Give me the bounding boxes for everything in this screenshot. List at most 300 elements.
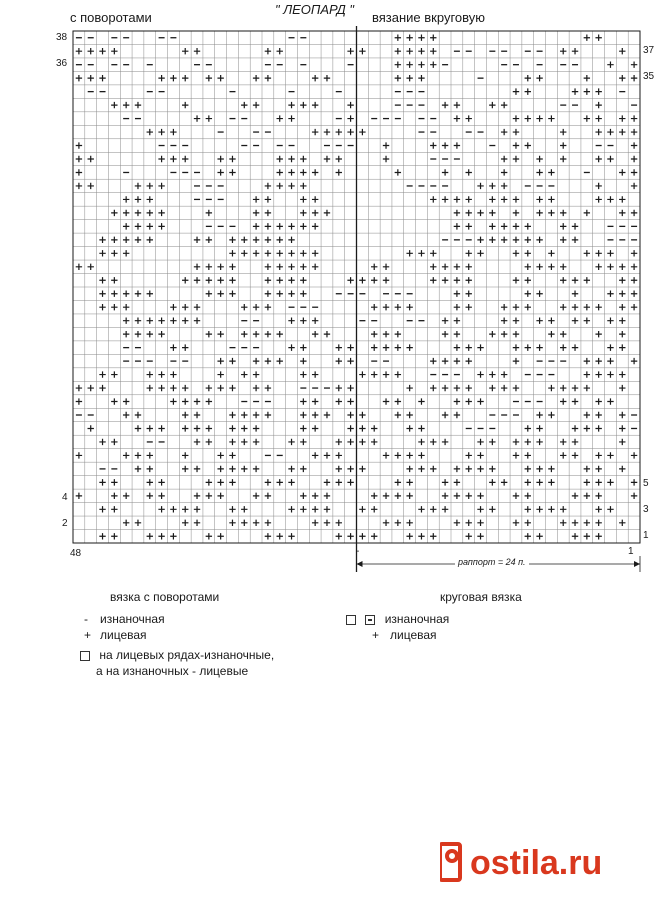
knit-stitch	[536, 317, 542, 323]
knit-stitch	[253, 439, 259, 445]
knit-stitch	[300, 156, 306, 162]
knit-stitch	[584, 115, 590, 121]
knit-stitch	[513, 304, 519, 310]
knit-stitch	[371, 371, 377, 377]
knit-stitch	[265, 291, 271, 297]
knit-stitch	[300, 250, 306, 256]
knit-stitch	[111, 533, 117, 539]
knit-stitch	[595, 156, 601, 162]
knit-stitch	[312, 264, 318, 270]
knit-stitch	[359, 425, 365, 431]
knit-stitch	[182, 344, 188, 350]
knit-stitch	[99, 75, 105, 81]
knit-stitch	[619, 412, 625, 418]
knit-stitch	[277, 277, 283, 283]
knit-stitch	[489, 183, 495, 189]
legend-round-purl: изнаночная	[384, 612, 450, 626]
knit-stitch	[383, 331, 389, 337]
column-label-48: 48	[70, 548, 82, 559]
knit-stitch	[347, 129, 353, 135]
knit-stitch	[371, 493, 377, 499]
knit-stitch	[76, 169, 82, 175]
knit-stitch	[229, 452, 235, 458]
knit-stitch	[336, 439, 342, 445]
knit-stitch	[147, 385, 153, 391]
left-section-label: с поворотами	[70, 10, 152, 25]
knit-stitch	[619, 439, 625, 445]
knit-stitch	[111, 479, 117, 485]
knit-stitch	[265, 520, 271, 526]
knit-stitch	[135, 196, 141, 202]
knit-stitch	[595, 425, 601, 431]
knit-stitch	[466, 304, 472, 310]
knit-stitch	[336, 156, 342, 162]
row-label-left-38: 38	[56, 32, 68, 43]
knit-stitch	[111, 48, 117, 54]
knit-stitch	[395, 452, 401, 458]
knit-stitch	[560, 331, 566, 337]
knit-stitch	[442, 506, 448, 512]
knit-stitch	[454, 358, 460, 364]
knit-stitch	[158, 371, 164, 377]
knit-stitch	[560, 210, 566, 216]
knit-stitch	[241, 412, 247, 418]
knit-stitch	[300, 493, 306, 499]
knit-stitch	[206, 479, 212, 485]
knit-stitch	[418, 466, 424, 472]
knit-stitch	[442, 142, 448, 148]
knit-stitch	[442, 277, 448, 283]
knit-stitch	[466, 264, 472, 270]
knit-stitch	[395, 61, 401, 67]
knit-stitch	[194, 115, 200, 121]
knit-stitch	[277, 183, 283, 189]
knit-stitch	[454, 493, 460, 499]
knit-stitch	[99, 277, 105, 283]
knit-stitch	[406, 493, 412, 499]
knit-stitch	[595, 196, 601, 202]
knit-stitch	[560, 398, 566, 404]
knit-stitch	[229, 291, 235, 297]
knit-stitch	[324, 210, 330, 216]
knit-stitch	[631, 142, 637, 148]
knit-stitch	[336, 129, 342, 135]
knit-stitch	[217, 479, 223, 485]
knit-stitch	[76, 75, 82, 81]
knit-stitch	[229, 264, 235, 270]
knit-stitch	[406, 425, 412, 431]
knit-stitch	[442, 412, 448, 418]
knit-stitch	[111, 277, 117, 283]
knit-stitch	[631, 452, 637, 458]
knit-stitch	[572, 344, 578, 350]
knit-stitch	[477, 183, 483, 189]
knit-stitch	[595, 35, 601, 41]
knit-stitch	[99, 439, 105, 445]
knit-stitch	[584, 412, 590, 418]
knit-stitch	[158, 506, 164, 512]
column-label-repeat-start: -	[356, 546, 360, 557]
knit-stitch	[277, 264, 283, 270]
knit-stitch	[607, 129, 613, 135]
knit-stitch	[418, 48, 424, 54]
knit-stitch	[194, 237, 200, 243]
knit-stitch	[170, 533, 176, 539]
knit-stitch	[548, 115, 554, 121]
knit-stitch	[253, 250, 259, 256]
knit-stitch	[430, 277, 436, 283]
knit-stitch	[371, 331, 377, 337]
knit-stitch	[111, 493, 117, 499]
knit-stitch	[466, 115, 472, 121]
knit-stitch	[241, 425, 247, 431]
knit-stitch	[572, 385, 578, 391]
knit-stitch	[300, 210, 306, 216]
knit-stitch	[300, 102, 306, 108]
legend-turning-heading: вязка с поворотами	[110, 590, 220, 604]
knit-stitch	[229, 520, 235, 526]
knit-stitch	[619, 196, 625, 202]
knit-stitch	[347, 466, 353, 472]
knit-stitch	[371, 425, 377, 431]
knit-stitch	[324, 506, 330, 512]
knit-stitch	[217, 533, 223, 539]
knit-stitch	[241, 506, 247, 512]
knit-stitch	[217, 156, 223, 162]
knit-stitch	[288, 291, 294, 297]
knit-stitch	[513, 250, 519, 256]
knit-stitch	[312, 129, 318, 135]
knit-stitch	[336, 533, 342, 539]
knit-stitch	[229, 506, 235, 512]
knit-stitch	[584, 493, 590, 499]
knit-stitch	[147, 533, 153, 539]
knit-stitch	[383, 264, 389, 270]
knit-stitch	[277, 533, 283, 539]
knit-stitch	[265, 304, 271, 310]
knit-stitch	[595, 466, 601, 472]
knit-stitch	[406, 412, 412, 418]
knit-stitch	[277, 115, 283, 121]
knit-stitch	[584, 533, 590, 539]
knit-stitch	[584, 277, 590, 283]
knit-stitch	[430, 196, 436, 202]
knit-stitch	[123, 412, 129, 418]
knit-stitch	[442, 493, 448, 499]
knit-stitch	[560, 142, 566, 148]
knit-stitch	[170, 129, 176, 135]
knit-stitch	[312, 196, 318, 202]
knit-stitch	[406, 35, 412, 41]
knit-stitch	[607, 398, 613, 404]
legend-turning-symbol-knit: +	[84, 628, 92, 642]
knit-stitch	[536, 425, 542, 431]
knit-stitch	[477, 493, 483, 499]
knit-stitch	[454, 264, 460, 270]
knit-stitch	[548, 264, 554, 270]
knit-stitch	[418, 35, 424, 41]
knit-stitch	[619, 466, 625, 472]
knit-stitch	[501, 156, 507, 162]
knit-stitch	[406, 250, 412, 256]
knit-stitch	[395, 304, 401, 310]
knit-stitch	[229, 425, 235, 431]
knit-stitch	[277, 169, 283, 175]
knit-stitch	[206, 439, 212, 445]
knit-stitch	[206, 210, 212, 216]
knit-stitch	[158, 129, 164, 135]
row-label-left-4: 4	[62, 492, 68, 503]
knit-stitch	[536, 291, 542, 297]
knit-stitch	[430, 358, 436, 364]
knit-stitch	[312, 75, 318, 81]
knit-stitch	[347, 48, 353, 54]
knit-stitch	[324, 412, 330, 418]
knit-stitch	[288, 506, 294, 512]
knit-stitch	[631, 61, 637, 67]
knit-stitch	[324, 493, 330, 499]
knit-stitch	[147, 331, 153, 337]
knit-stitch	[513, 358, 519, 364]
knit-stitch	[525, 493, 531, 499]
knit-stitch	[418, 439, 424, 445]
knit-stitch	[454, 317, 460, 323]
knit-stitch	[513, 277, 519, 283]
knit-stitch	[265, 358, 271, 364]
right-section-label: вязание вкруговую	[372, 10, 486, 25]
knit-stitch	[619, 210, 625, 216]
knit-stitch	[525, 425, 531, 431]
knit-stitch	[607, 156, 613, 162]
knit-stitch	[265, 493, 271, 499]
knit-stitch	[170, 317, 176, 323]
knit-stitch	[383, 156, 389, 162]
knit-stitch	[536, 466, 542, 472]
knit-stitch	[371, 439, 377, 445]
knit-stitch	[406, 452, 412, 458]
knit-stitch	[430, 385, 436, 391]
knit-stitch	[454, 344, 460, 350]
knit-stitch	[406, 533, 412, 539]
knit-stitch	[572, 493, 578, 499]
knit-stitch	[123, 331, 129, 337]
knit-stitch	[525, 250, 531, 256]
knit-stitch	[371, 533, 377, 539]
knit-stitch	[111, 398, 117, 404]
knit-stitch	[88, 425, 94, 431]
knit-stitch	[477, 210, 483, 216]
knit-stitch	[466, 385, 472, 391]
knit-stitch	[477, 506, 483, 512]
knit-stitch	[182, 466, 188, 472]
knit-stitch	[229, 439, 235, 445]
knit-stitch	[229, 412, 235, 418]
knit-stitch	[418, 425, 424, 431]
knit-stitch	[253, 466, 259, 472]
knit-stitch	[265, 533, 271, 539]
knit-stitch	[217, 493, 223, 499]
knit-stitch	[595, 371, 601, 377]
knit-stitch	[383, 371, 389, 377]
knit-stitch	[454, 196, 460, 202]
knit-stitch	[619, 317, 625, 323]
knit-stitch	[619, 371, 625, 377]
legend-turning-knit: лицевая	[100, 628, 147, 642]
knit-stitch	[525, 223, 531, 229]
knit-stitch	[489, 479, 495, 485]
knit-stitch	[229, 169, 235, 175]
knit-stitch	[147, 466, 153, 472]
knit-stitch	[560, 264, 566, 270]
knit-stitch	[312, 493, 318, 499]
knit-stitch	[277, 48, 283, 54]
knit-stitch	[430, 35, 436, 41]
knit-stitch	[525, 75, 531, 81]
knit-stitch	[76, 142, 82, 148]
knit-stitch	[147, 237, 153, 243]
knit-stitch	[123, 398, 129, 404]
knit-stitch	[99, 371, 105, 377]
knit-stitch	[489, 466, 495, 472]
knit-stitch	[241, 102, 247, 108]
knit-stitch	[595, 520, 601, 526]
knit-stitch	[206, 75, 212, 81]
knit-stitch	[170, 385, 176, 391]
knit-stitch	[253, 75, 259, 81]
knit-stitch	[217, 371, 223, 377]
knit-stitch	[312, 169, 318, 175]
knit-stitch	[631, 304, 637, 310]
knit-stitch	[560, 385, 566, 391]
knit-stitch	[501, 102, 507, 108]
row-label-right-5: 5	[643, 478, 649, 489]
knit-stitch	[489, 385, 495, 391]
knit-stitch	[253, 358, 259, 364]
knit-stitch	[477, 371, 483, 377]
knit-stitch	[147, 317, 153, 323]
knit-stitch	[312, 520, 318, 526]
knit-stitch	[383, 493, 389, 499]
knit-stitch	[454, 385, 460, 391]
knit-stitch	[76, 493, 82, 499]
knit-stitch	[229, 237, 235, 243]
knit-stitch	[442, 331, 448, 337]
knit-stitch	[430, 439, 436, 445]
knit-stitch	[525, 304, 531, 310]
knit-stitch	[265, 210, 271, 216]
knit-stitch	[501, 385, 507, 391]
knit-stitch	[595, 250, 601, 256]
knit-stitch	[135, 317, 141, 323]
knit-stitch	[300, 371, 306, 377]
knit-stitch	[347, 439, 353, 445]
knit-stitch	[347, 115, 353, 121]
knit-stitch	[324, 520, 330, 526]
knit-stitch	[619, 385, 625, 391]
knit-stitch	[123, 237, 129, 243]
knit-stitch	[442, 264, 448, 270]
knit-stitch	[347, 412, 353, 418]
knit-stitch	[572, 48, 578, 54]
knit-stitch	[466, 210, 472, 216]
knit-stitch	[595, 506, 601, 512]
knit-stitch	[265, 48, 271, 54]
knit-stitch	[182, 75, 188, 81]
knit-stitch	[147, 210, 153, 216]
knit-stitch	[241, 466, 247, 472]
knit-stitch	[217, 466, 223, 472]
knit-stitch	[548, 479, 554, 485]
knit-stitch	[359, 277, 365, 283]
knit-stitch	[548, 169, 554, 175]
knit-stitch	[560, 304, 566, 310]
knit-stitch	[300, 358, 306, 364]
knit-stitch	[123, 102, 129, 108]
knit-stitch	[595, 129, 601, 135]
knit-stitch	[336, 452, 342, 458]
knit-stitch	[371, 277, 377, 283]
knit-stitch	[277, 250, 283, 256]
knit-stitch	[584, 371, 590, 377]
knit-stitch	[182, 412, 188, 418]
knit-stitch	[584, 425, 590, 431]
knit-stitch	[607, 250, 613, 256]
row-label-left-2: 2	[62, 518, 68, 529]
knit-stitch	[536, 196, 542, 202]
knit-stitch	[217, 264, 223, 270]
knit-stitch	[347, 425, 353, 431]
knit-stitch	[359, 412, 365, 418]
knit-stitch	[194, 317, 200, 323]
knit-stitch	[217, 385, 223, 391]
knit-stitch	[548, 385, 554, 391]
knit-stitch	[584, 210, 590, 216]
knit-stitch	[383, 277, 389, 283]
knit-stitch	[607, 479, 613, 485]
knit-stitch	[595, 183, 601, 189]
row-label-right-35: 35	[643, 71, 655, 82]
knit-stitch	[631, 169, 637, 175]
knit-stitch	[525, 291, 531, 297]
knit-stitch	[88, 264, 94, 270]
row-label-right-37: 37	[643, 45, 655, 56]
knit-stitch	[395, 344, 401, 350]
knit-stitch	[536, 479, 542, 485]
knit-stitch	[466, 466, 472, 472]
knit-stitch	[501, 223, 507, 229]
knit-stitch	[123, 520, 129, 526]
knit-stitch	[513, 88, 519, 94]
knit-stitch	[631, 264, 637, 270]
knit-stitch	[477, 237, 483, 243]
knit-stitch	[336, 520, 342, 526]
knit-stitch	[88, 48, 94, 54]
legend-empty-box-icon	[80, 651, 90, 661]
knit-stitch	[194, 264, 200, 270]
knit-stitch	[253, 493, 259, 499]
knit-stitch	[619, 520, 625, 526]
knit-stitch	[513, 344, 519, 350]
knit-stitch	[194, 412, 200, 418]
knit-stitch	[454, 291, 460, 297]
knit-stitch	[277, 223, 283, 229]
knit-stitch	[619, 264, 625, 270]
knit-stitch	[595, 102, 601, 108]
knit-stitch	[324, 75, 330, 81]
knit-stitch	[584, 479, 590, 485]
knit-stitch	[525, 439, 531, 445]
knit-stitch	[466, 196, 472, 202]
